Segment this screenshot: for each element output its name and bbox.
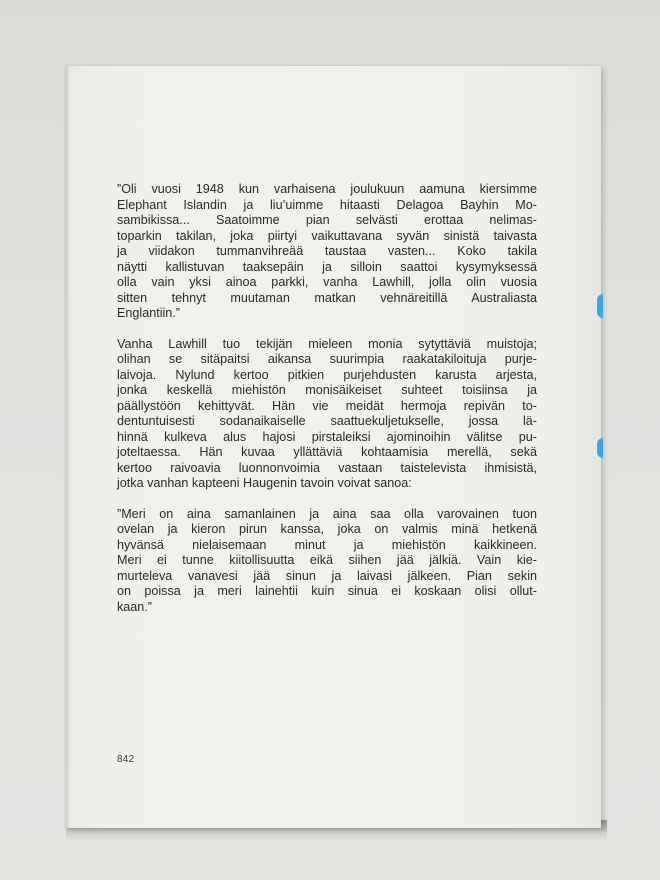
blurb-line: hyvänsä nielaisemaan minut ja miehistön kaikkineen.: [117, 537, 537, 552]
blurb-line: ”Oli vuosi 1948 kun varhaisena joulukuun aamuna kiersimme: [117, 182, 537, 196]
blurb-line: näytti kallistuvan taaksepäin ja silloin saattoi kysymyksessä: [117, 259, 537, 274]
blurb-line: joteltaessa. Hän kuvaa yllättäviä kohtaamisia merellä, sekä: [117, 445, 537, 459]
blurb-line: hinnä kulkeva alus hajosi pirstaleiksi ajominoihin välitse pu-: [117, 429, 537, 444]
blurb-line: murteleva vanavesi jää sinun ja laivasi jälkeen. Pian sekin: [117, 568, 537, 583]
blurb-paragraph-description: [117, 337, 537, 492]
blurb-line: toparkin takilan, joka piirtyi vaikuttavana syvän sinistä taivasta: [117, 228, 537, 243]
blurb-line: Meri ei tunne kiitollisuutta eikä siihen jää jälkiä. Vain kie-: [117, 553, 537, 567]
blurb-line: sambikissa... Saatoimme pian selvästi erottaa nelimas-: [117, 213, 537, 227]
blurb-paragraph-closing-quote: [117, 507, 537, 616]
blurb-line: kertoo raivoavia luonnonvoimia vastaan taistelevista ihmisistä,: [117, 460, 537, 475]
blurb-line: jotka vanhan kapteeni Haugenin tavoin voivat sanoa:: [117, 476, 412, 490]
spine-accent-mark-upper: [597, 294, 603, 318]
back-cover-blurb: [117, 182, 537, 630]
blurb-line: Elephant Islandin ja liu’uimme hitaasti Delagoa Bayhin Mo-: [117, 197, 537, 212]
blurb-line: päällystöön kehittyvät. Hän vie meidät hermoja repivän to-: [117, 398, 537, 413]
catalog-number: 842: [117, 754, 135, 765]
blurb-line: laivoja. Nylund kertoo pitkien purjehdusten karusta arjesta,: [117, 367, 537, 382]
blurb-line: on poissa ja meri lainehtii kuin sinua ei koskaan olisi ollut-: [117, 584, 537, 598]
blurb-line: Vanha Lawhill tuo tekijän mieleen monia sytyttäviä muistoja;: [117, 336, 537, 351]
blurb-line: Englantiin.”: [117, 306, 181, 320]
blurb-paragraph-quote: [117, 182, 537, 322]
blurb-line: olihan se sitäpaitsi aikansa suurimpia raakatakiloituja purje-: [117, 352, 537, 366]
blurb-line: olla vain yksi ainoa parkki, vanha Lawhill, jolla olin vuosia: [117, 275, 537, 289]
blurb-line: jonka keskellä miehistön monisäikeiset suhteet toisiinsa ja: [117, 383, 537, 397]
blurb-line: kaan.”: [117, 599, 153, 614]
spine-accent-mark-lower: [597, 438, 603, 458]
blurb-line: dentuntuisesti sodanaikaiselle saattuekuljetukselle, jossa lä-: [117, 414, 537, 428]
blurb-line: ovelan ja kieron pirun kanssa, joka on valmis minä hetkenä: [117, 522, 537, 536]
book-left-edge: [66, 66, 70, 828]
blurb-line: sitten tehnyt muutaman matkan vehnäreitillä Australiasta: [117, 290, 537, 305]
blurb-line: ”Meri on aina samanlainen ja aina saa olla varovainen tuon: [117, 506, 537, 521]
blurb-line: ja viidakon tummanvihreää taustaa vasten... Koko takila: [117, 244, 537, 258]
